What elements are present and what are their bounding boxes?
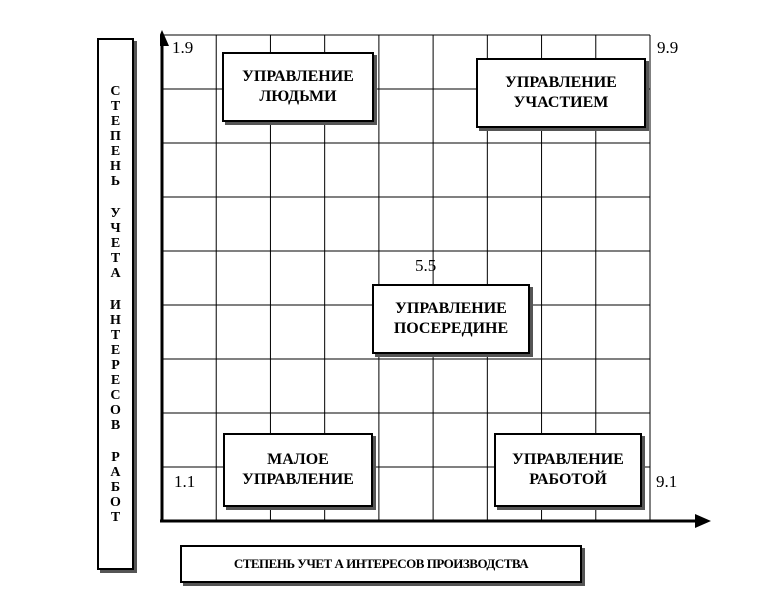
x-axis-arrow <box>695 514 711 528</box>
label-1-1: 1.1 <box>174 472 196 491</box>
box-task-line2: РАБОТОЙ <box>529 471 607 488</box>
y-axis-label <box>97 38 134 570</box>
box-people-management <box>222 52 374 122</box>
box-middle-line1: УПРАВЛЕНИЕ <box>395 300 507 317</box>
y-axis-label-word: И Н Т Е Р Е С О В <box>110 297 121 433</box>
box-minimal-management <box>223 433 373 507</box>
y-axis-label-word: Р А Б О Т <box>110 449 121 525</box>
box-task-line1: УПРАВЛЕНИЕ <box>512 451 624 468</box>
box-participation-management <box>476 58 646 128</box>
x-axis-label: СТЕПЕНЬ УЧЕТ А ИНТЕРЕСОВ ПРОИЗВОДСТВА <box>180 545 582 583</box>
box-minimal-line2: УПРАВЛЕНИЕ <box>242 471 354 488</box>
label-9-1: 9.1 <box>656 472 678 491</box>
y-axis-label-word: С Т Е П Е Н Ь <box>110 83 121 189</box>
box-middle-line2: ПОСЕРЕДИНЕ <box>393 320 509 337</box>
box-people-line2: ЛЮДЬМИ <box>259 88 337 105</box>
y-axis-arrow <box>160 30 169 46</box>
label-5-5: 5.5 <box>415 256 437 275</box>
label-9-9: 9.9 <box>657 38 679 57</box>
box-task-management <box>494 433 642 507</box>
box-people-line1: УПРАВЛЕНИЕ <box>242 68 354 85</box>
box-middle-management <box>372 284 530 354</box>
y-axis-label-word: У Ч Е Т А <box>110 205 121 281</box>
box-participation-line2: УЧАСТИЕМ <box>513 94 609 111</box>
label-1-9: 1.9 <box>172 38 194 57</box>
box-participation-line1: УПРАВЛЕНИЕ <box>505 74 617 91</box>
box-minimal-line1: МАЛОЕ <box>267 451 329 468</box>
